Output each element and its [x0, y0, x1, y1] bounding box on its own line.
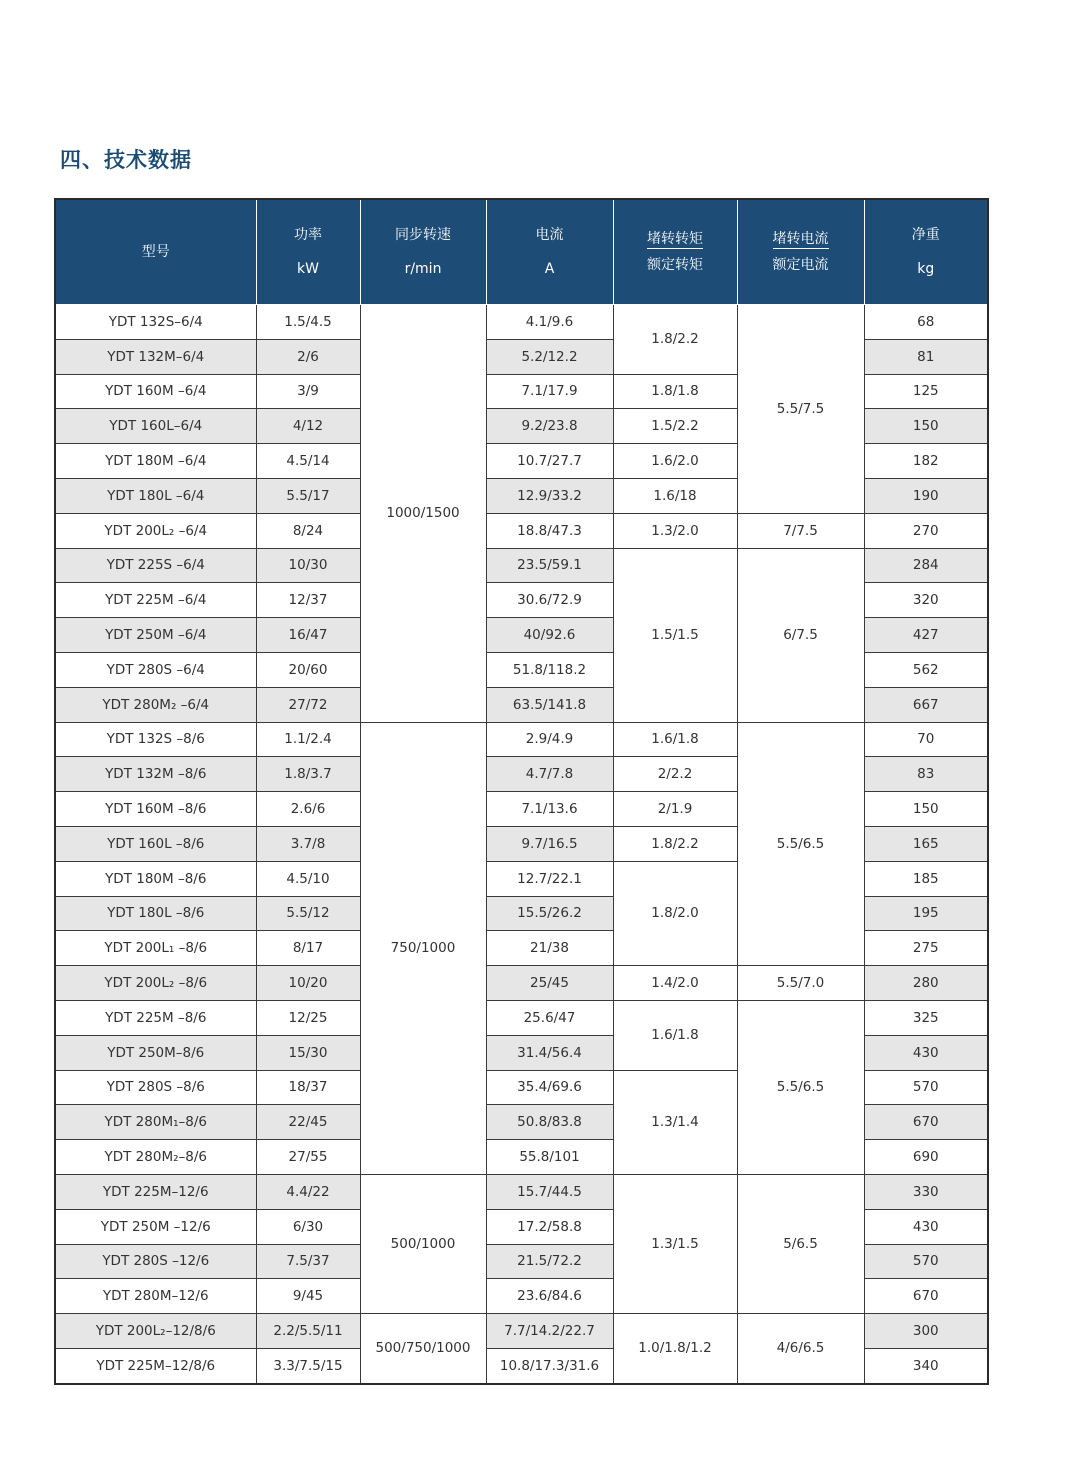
torque-ratio-cell: 1.6/1.8 — [613, 1000, 737, 1070]
weight-cell: 284 — [864, 548, 988, 583]
current-ratio-cell: 5.5/6.5 — [737, 722, 864, 966]
speed-cell: 1000/1500 — [360, 305, 486, 723]
power-cell: 9/45 — [256, 1279, 360, 1314]
weight-cell: 570 — [864, 1070, 988, 1105]
current-cell: 25.6/47 — [486, 1000, 613, 1035]
torque-ratio-cell: 2/2.2 — [613, 757, 737, 792]
current-cell: 2.9/4.9 — [486, 722, 613, 757]
current-ratio-cell: 5/6.5 — [737, 1174, 864, 1313]
power-cell: 27/55 — [256, 1140, 360, 1175]
current-cell: 25/45 — [486, 966, 613, 1001]
torque-ratio-cell: 1.4/2.0 — [613, 966, 737, 1001]
table-row — [55, 722, 988, 757]
weight-cell: 570 — [864, 1244, 988, 1279]
model-cell: YDT 160M –6/4 — [55, 374, 256, 409]
model-cell: YDT 200L₂ –6/4 — [55, 513, 256, 548]
header-current: 电流 A — [486, 199, 613, 305]
current-cell: 17.2/58.8 — [486, 1209, 613, 1244]
power-cell: 27/72 — [256, 687, 360, 722]
table-body — [55, 305, 988, 1384]
weight-cell: 340 — [864, 1348, 988, 1383]
power-cell: 5.5/17 — [256, 478, 360, 513]
weight-cell: 430 — [864, 1035, 988, 1070]
current-cell: 4.7/7.8 — [486, 757, 613, 792]
torque-ratio-cell: 2/1.9 — [613, 792, 737, 827]
current-cell: 30.6/72.9 — [486, 583, 613, 618]
model-cell: YDT 250M –12/6 — [55, 1209, 256, 1244]
current-cell: 63.5/141.8 — [486, 687, 613, 722]
model-cell: YDT 280M₁–8/6 — [55, 1105, 256, 1140]
power-cell: 2/6 — [256, 339, 360, 374]
table-row — [55, 305, 988, 340]
header-weight: 净重 kg — [864, 199, 988, 305]
header-power: 功率 kW — [256, 199, 360, 305]
model-cell: YDT 225S –6/4 — [55, 548, 256, 583]
weight-cell: 320 — [864, 583, 988, 618]
torque-ratio-cell: 1.6/1.8 — [613, 722, 737, 757]
model-cell: YDT 250M –6/4 — [55, 618, 256, 653]
weight-cell: 190 — [864, 478, 988, 513]
weight-cell: 275 — [864, 931, 988, 966]
model-cell: YDT 180M –6/4 — [55, 444, 256, 479]
current-cell: 12.9/33.2 — [486, 478, 613, 513]
current-cell: 23.6/84.6 — [486, 1279, 613, 1314]
current-cell: 15.7/44.5 — [486, 1174, 613, 1209]
model-cell: YDT 280S –6/4 — [55, 652, 256, 687]
model-cell: YDT 250M–8/6 — [55, 1035, 256, 1070]
weight-cell: 670 — [864, 1105, 988, 1140]
current-cell: 7.1/17.9 — [486, 374, 613, 409]
model-cell: YDT 225M –8/6 — [55, 1000, 256, 1035]
weight-cell: 150 — [864, 792, 988, 827]
weight-cell: 70 — [864, 722, 988, 757]
weight-cell: 330 — [864, 1174, 988, 1209]
power-cell: 10/20 — [256, 966, 360, 1001]
current-cell: 4.1/9.6 — [486, 305, 613, 340]
weight-cell: 280 — [864, 966, 988, 1001]
model-cell: YDT 225M –6/4 — [55, 583, 256, 618]
torque-ratio-cell: 1.8/2.2 — [613, 305, 737, 375]
weight-cell: 195 — [864, 896, 988, 931]
weight-cell: 270 — [864, 513, 988, 548]
torque-ratio-cell: 1.5/1.5 — [613, 548, 737, 722]
power-cell: 10/30 — [256, 548, 360, 583]
weight-cell: 427 — [864, 618, 988, 653]
current-ratio-cell: 5.5/6.5 — [737, 1000, 864, 1174]
power-cell: 4.5/10 — [256, 861, 360, 896]
current-cell: 55.8/101 — [486, 1140, 613, 1175]
power-cell: 6/30 — [256, 1209, 360, 1244]
weight-cell: 185 — [864, 861, 988, 896]
current-cell: 7.7/14.2/22.7 — [486, 1314, 613, 1349]
model-cell: YDT 132S–6/4 — [55, 305, 256, 340]
power-cell: 1.8/3.7 — [256, 757, 360, 792]
model-cell: YDT 160M –8/6 — [55, 792, 256, 827]
current-ratio-cell: 6/7.5 — [737, 548, 864, 722]
power-cell: 12/25 — [256, 1000, 360, 1035]
torque-ratio-cell: 1.8/2.0 — [613, 861, 737, 965]
weight-cell: 430 — [864, 1209, 988, 1244]
table-row — [55, 1000, 988, 1035]
current-cell: 21.5/72.2 — [486, 1244, 613, 1279]
torque-ratio-cell: 1.6/2.0 — [613, 444, 737, 479]
weight-cell: 81 — [864, 339, 988, 374]
table-row — [55, 513, 988, 548]
power-cell: 4.5/14 — [256, 444, 360, 479]
torque-ratio-cell: 1.5/2.2 — [613, 409, 737, 444]
model-cell: YDT 280M₂–8/6 — [55, 1140, 256, 1175]
weight-cell: 182 — [864, 444, 988, 479]
torque-ratio-cell: 1.6/18 — [613, 478, 737, 513]
model-cell: YDT 132M –8/6 — [55, 757, 256, 792]
power-cell: 16/47 — [256, 618, 360, 653]
model-cell: YDT 132S –8/6 — [55, 722, 256, 757]
weight-cell: 83 — [864, 757, 988, 792]
model-cell: YDT 160L –8/6 — [55, 826, 256, 861]
power-cell: 18/37 — [256, 1070, 360, 1105]
model-cell: YDT 225M–12/6 — [55, 1174, 256, 1209]
torque-ratio-cell: 1.0/1.8/1.2 — [613, 1314, 737, 1384]
power-cell: 4/12 — [256, 409, 360, 444]
model-cell: YDT 180M –8/6 — [55, 861, 256, 896]
weight-cell: 150 — [864, 409, 988, 444]
current-cell: 10.8/17.3/31.6 — [486, 1348, 613, 1383]
model-cell: YDT 280M–12/6 — [55, 1279, 256, 1314]
weight-cell: 325 — [864, 1000, 988, 1035]
current-cell: 18.8/47.3 — [486, 513, 613, 548]
torque-ratio-cell: 1.3/2.0 — [613, 513, 737, 548]
current-cell: 23.5/59.1 — [486, 548, 613, 583]
power-cell: 12/37 — [256, 583, 360, 618]
power-cell: 1.1/2.4 — [256, 722, 360, 757]
current-ratio-cell: 7/7.5 — [737, 513, 864, 548]
header-model: 型号 — [55, 199, 256, 305]
current-ratio-cell: 4/6/6.5 — [737, 1314, 864, 1384]
power-cell: 8/17 — [256, 931, 360, 966]
model-cell: YDT 225M–12/8/6 — [55, 1348, 256, 1383]
model-cell: YDT 160L–6/4 — [55, 409, 256, 444]
table-row — [55, 1314, 988, 1349]
current-cell: 9.2/23.8 — [486, 409, 613, 444]
power-cell: 3.7/8 — [256, 826, 360, 861]
table-row — [55, 548, 988, 583]
weight-cell: 667 — [864, 687, 988, 722]
header-torque-ratio: 堵转转矩 额定转矩 — [613, 199, 737, 305]
power-cell: 5.5/12 — [256, 896, 360, 931]
weight-cell: 165 — [864, 826, 988, 861]
current-cell: 10.7/27.7 — [486, 444, 613, 479]
speed-cell: 500/1000 — [360, 1174, 486, 1313]
model-cell: YDT 280S –8/6 — [55, 1070, 256, 1105]
torque-ratio-cell: 1.3/1.5 — [613, 1174, 737, 1313]
current-cell: 35.4/69.6 — [486, 1070, 613, 1105]
current-cell: 5.2/12.2 — [486, 339, 613, 374]
model-cell: YDT 200L₂ –8/6 — [55, 966, 256, 1001]
current-cell: 21/38 — [486, 931, 613, 966]
power-cell: 1.5/4.5 — [256, 305, 360, 340]
model-cell: YDT 180L –8/6 — [55, 896, 256, 931]
model-cell: YDT 200L₁ –8/6 — [55, 931, 256, 966]
header-current-ratio: 堵转电流 额定电流 — [737, 199, 864, 305]
weight-cell: 670 — [864, 1279, 988, 1314]
speed-cell: 500/750/1000 — [360, 1314, 486, 1384]
torque-ratio-cell: 1.8/2.2 — [613, 826, 737, 861]
power-cell: 20/60 — [256, 652, 360, 687]
current-cell: 12.7/22.1 — [486, 861, 613, 896]
power-cell: 22/45 — [256, 1105, 360, 1140]
table-row — [55, 966, 988, 1001]
weight-cell: 562 — [864, 652, 988, 687]
weight-cell: 300 — [864, 1314, 988, 1349]
torque-ratio-cell: 1.3/1.4 — [613, 1070, 737, 1174]
current-cell: 40/92.6 — [486, 618, 613, 653]
model-cell: YDT 280S –12/6 — [55, 1244, 256, 1279]
torque-ratio-cell: 1.8/1.8 — [613, 374, 737, 409]
speed-cell: 750/1000 — [360, 722, 486, 1174]
model-cell: YDT 280M₂ –6/4 — [55, 687, 256, 722]
weight-cell: 690 — [864, 1140, 988, 1175]
weight-cell: 125 — [864, 374, 988, 409]
current-cell: 31.4/56.4 — [486, 1035, 613, 1070]
power-cell: 8/24 — [256, 513, 360, 548]
page-title: 四、技术数据 — [60, 148, 192, 172]
power-cell: 3.3/7.5/15 — [256, 1348, 360, 1383]
current-cell: 7.1/13.6 — [486, 792, 613, 827]
power-cell: 2.6/6 — [256, 792, 360, 827]
current-cell: 15.5/26.2 — [486, 896, 613, 931]
current-ratio-cell: 5.5/7.0 — [737, 966, 864, 1001]
table-row — [55, 1174, 988, 1209]
current-cell: 50.8/83.8 — [486, 1105, 613, 1140]
power-cell: 4.4/22 — [256, 1174, 360, 1209]
model-cell: YDT 180L –6/4 — [55, 478, 256, 513]
power-cell: 3/9 — [256, 374, 360, 409]
current-cell: 9.7/16.5 — [486, 826, 613, 861]
power-cell: 15/30 — [256, 1035, 360, 1070]
model-cell: YDT 200L₂–12/8/6 — [55, 1314, 256, 1349]
header-speed: 同步转速 r/min — [360, 199, 486, 305]
power-cell: 7.5/37 — [256, 1244, 360, 1279]
power-cell: 2.2/5.5/11 — [256, 1314, 360, 1349]
current-ratio-cell: 5.5/7.5 — [737, 305, 864, 514]
tech-data-table — [54, 198, 989, 1385]
current-cell: 51.8/118.2 — [486, 652, 613, 687]
table-header-row — [55, 199, 988, 305]
weight-cell: 68 — [864, 305, 988, 340]
model-cell: YDT 132M–6/4 — [55, 339, 256, 374]
